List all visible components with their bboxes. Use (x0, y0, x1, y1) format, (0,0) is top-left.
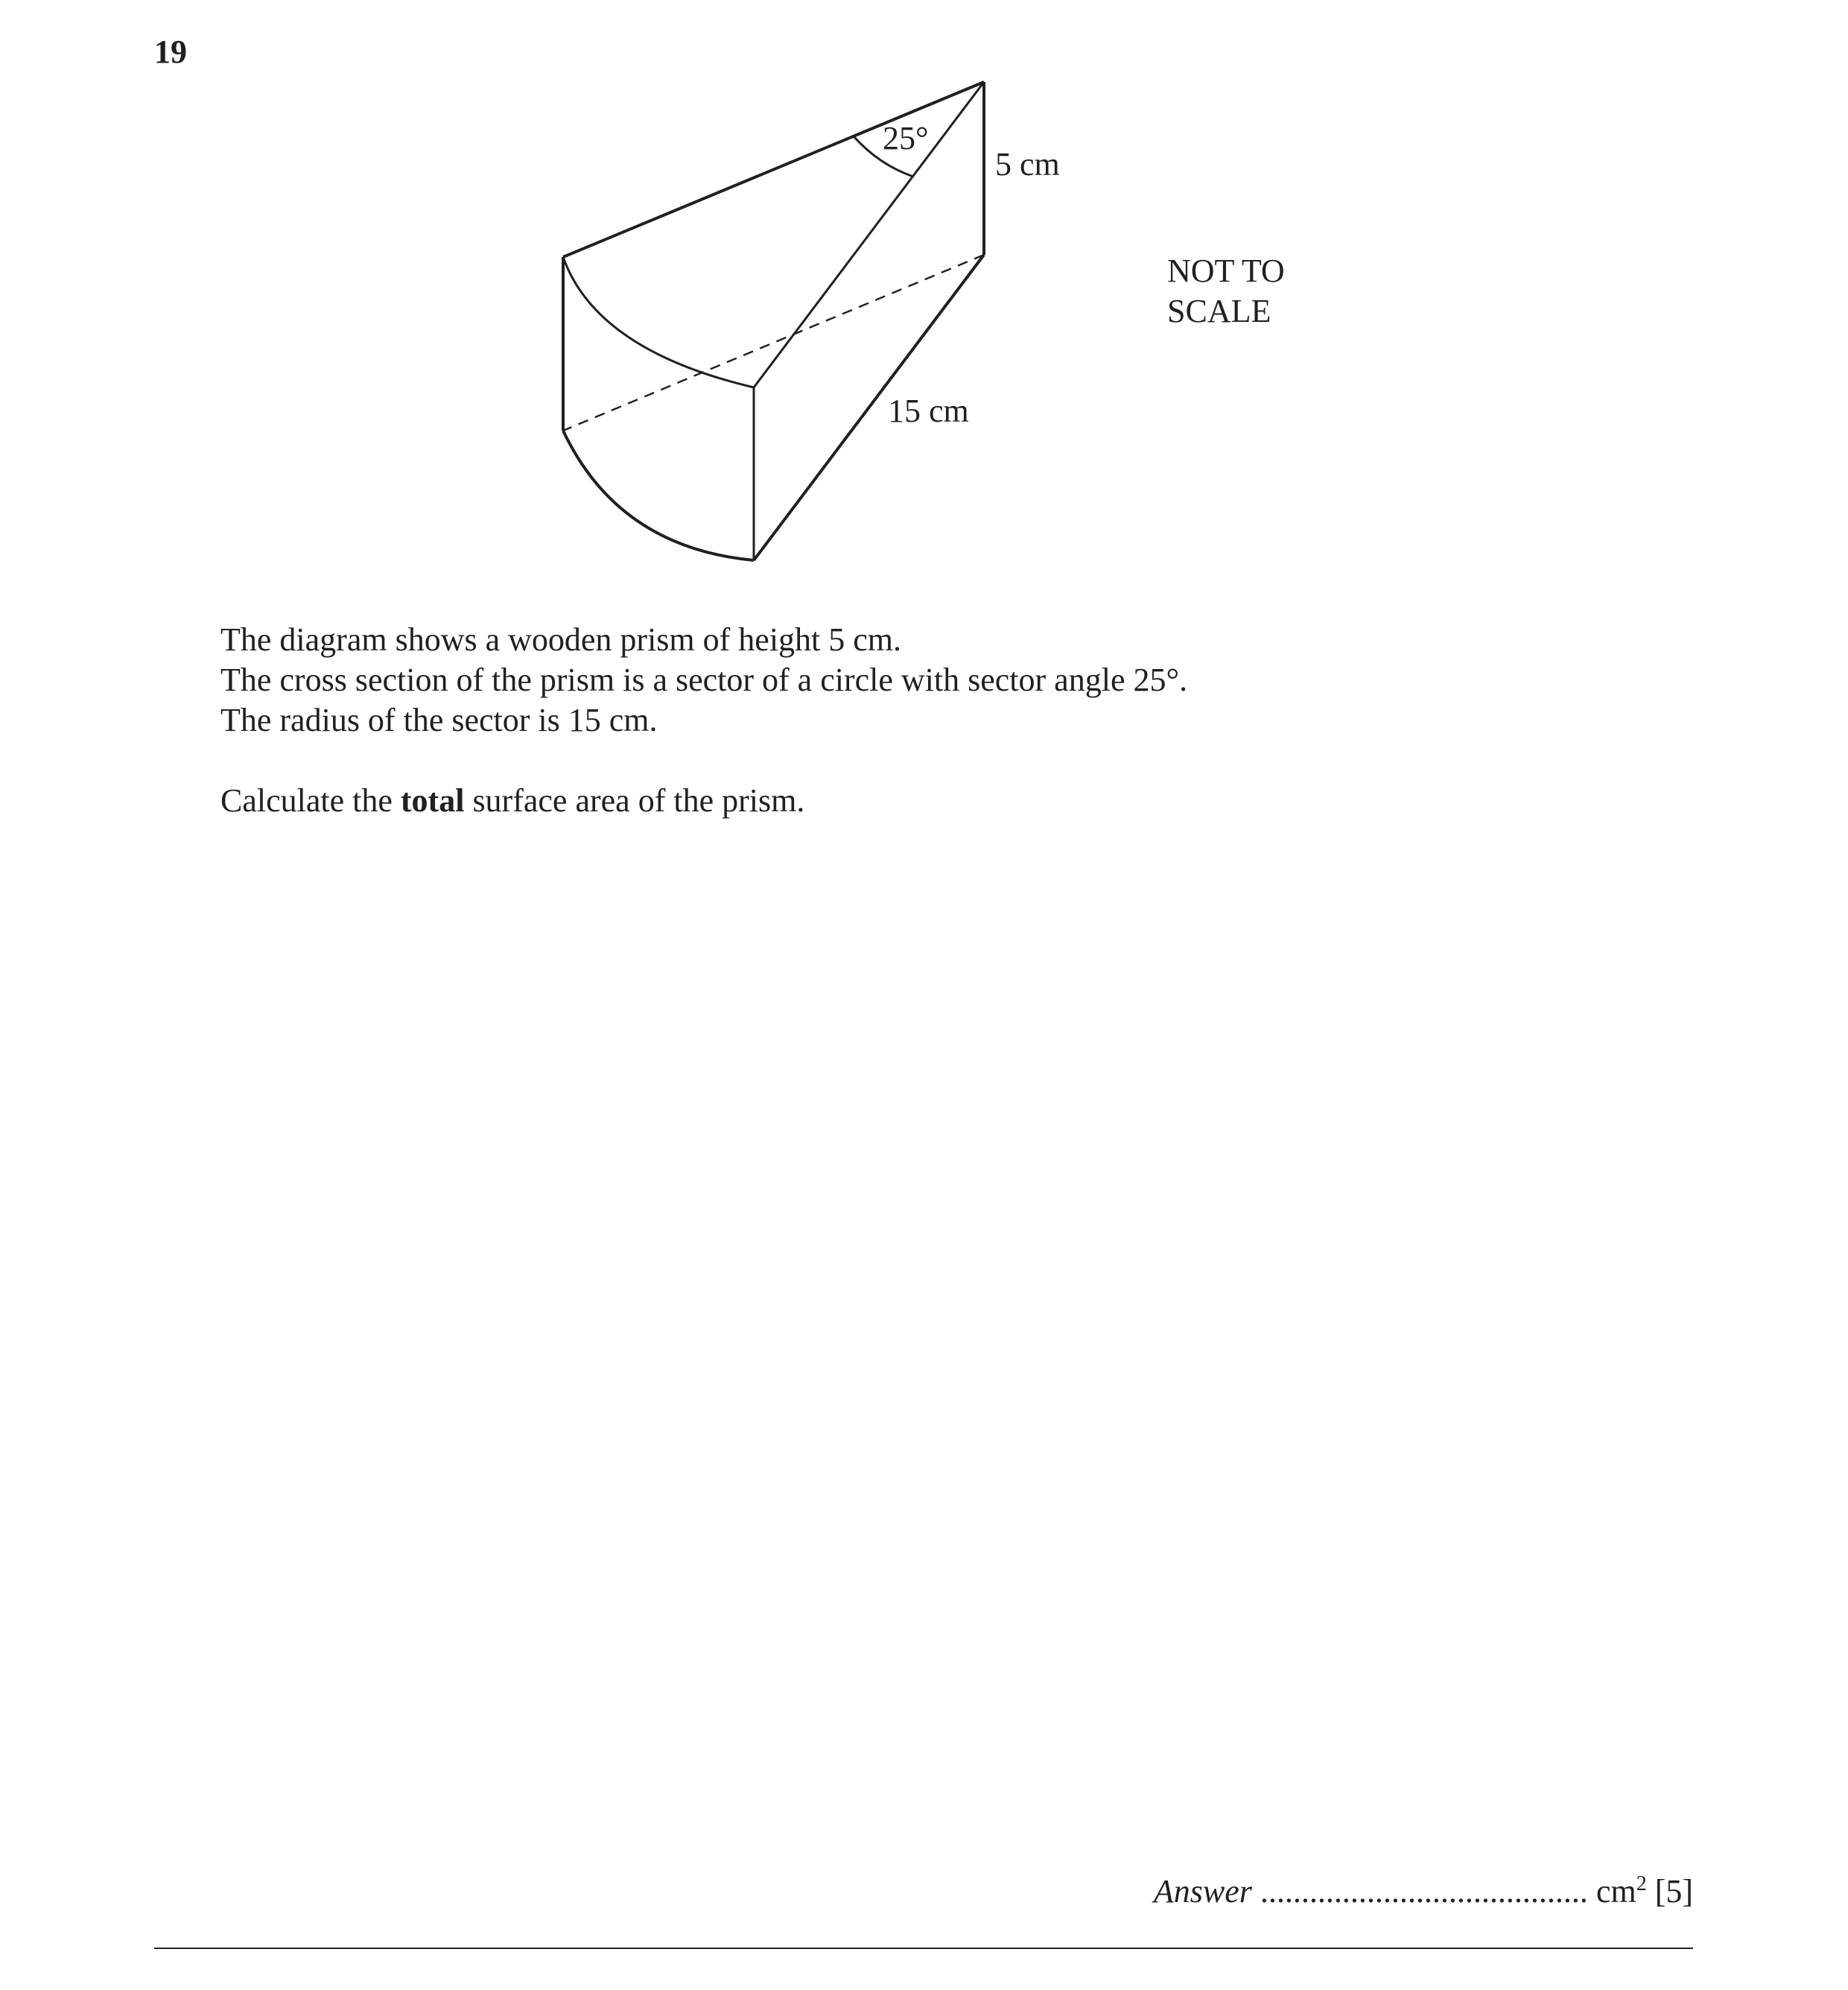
question-number: 19 (154, 34, 187, 70)
instruction (220, 781, 1187, 821)
marks: [5] (1654, 1873, 1693, 1910)
text-line-2: The cross section of the prism is a sector of a circle with sector angle 25°. (220, 662, 1188, 698)
top-arc (563, 257, 754, 387)
instruction-end: surface area of the prism. (464, 782, 805, 819)
not-to-scale-line1: NOT TO (1167, 253, 1285, 289)
question-text (220, 620, 1187, 821)
text-line-3: The radius of the sector is 15 cm. (220, 702, 658, 738)
instruction-bold: total (400, 782, 465, 819)
angle-label: 25° (883, 120, 929, 156)
answer-field[interactable]: ........................................ (1260, 1873, 1588, 1910)
not-to-scale-line2: SCALE (1167, 293, 1271, 329)
top-right-edge (754, 82, 984, 387)
answer-line (1154, 1872, 1693, 1912)
bottom-rule (154, 1948, 1693, 1949)
instruction-start: Calculate the (220, 782, 401, 819)
radius-label: 15 cm (888, 393, 969, 429)
bottom-arc (563, 431, 754, 560)
text-line-1: The diagram shows a wooden prism of height 5 cm. (220, 621, 902, 658)
answer-unit: $cm^2$ (1595, 1872, 1647, 1910)
answer-label: Answer (1153, 1873, 1252, 1910)
height-label: 5 cm (995, 146, 1060, 183)
prism-diagram (0, 0, 1848, 596)
top-left-edge (563, 82, 984, 257)
